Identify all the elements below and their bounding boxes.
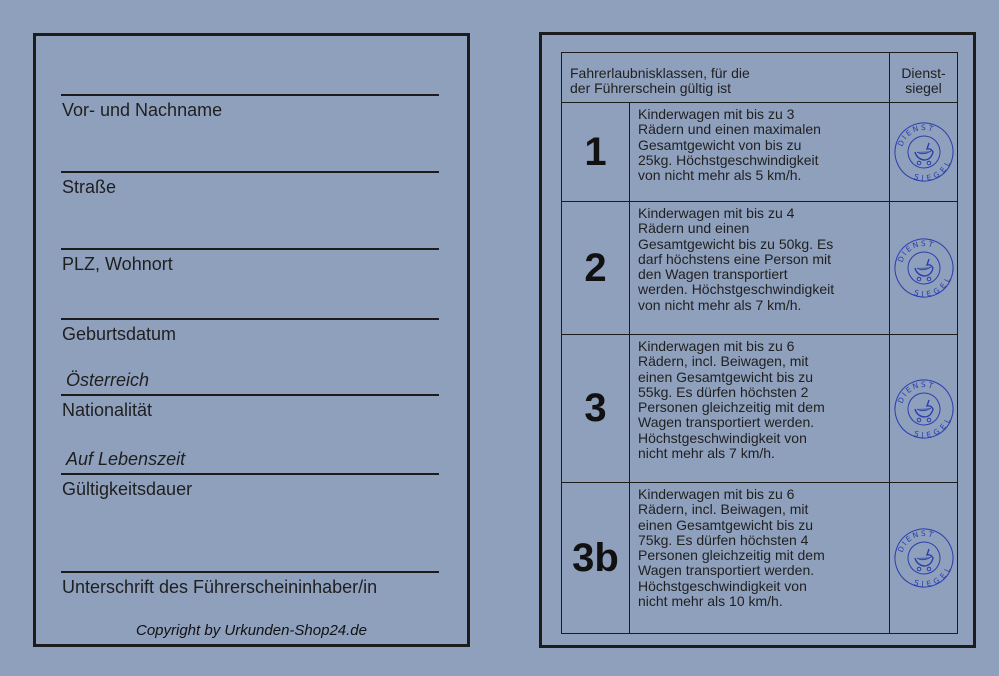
nationality-label: Nationalität xyxy=(62,400,153,420)
personal-data-card xyxy=(33,33,470,647)
seal-cell xyxy=(889,335,957,482)
table-row xyxy=(562,103,957,202)
seal-header: Dienst- siegel xyxy=(889,53,957,103)
official-seal-stamp xyxy=(893,121,955,183)
svg-text:DIENST: DIENST xyxy=(895,238,936,264)
table-row xyxy=(562,202,957,335)
table-row xyxy=(562,335,957,483)
street-label: Straße xyxy=(62,177,117,197)
signature-line xyxy=(61,571,439,573)
class-description: Kinderwagen mit bis zu 4 Rädern und einen Gesamtgewicht bis zu 50kg. Es darf höchstens eine Person mit den Wagen transportiert werden. Höchstgeschwindigkeit von nicht mehr als 7 km/h. xyxy=(638,205,835,313)
class-description: Kinderwagen mit bis zu 6 Rädern, incl. Beiwagen, mit einen Gesamtgewicht bis zu 55kg. Es dürfen höchsten 2 Personen gleichzeitig mit dem Wagen transportiert werden. Höchstgeschwindigkeit von nicht mehr als 7 km/h. xyxy=(638,338,825,462)
official-seal-stamp xyxy=(893,378,955,440)
name-line xyxy=(61,94,439,96)
official-seal-stamp xyxy=(893,527,955,589)
svg-text:SIEGEL: SIEGEL xyxy=(912,564,953,589)
city-label: PLZ, Wohnort xyxy=(62,254,173,274)
class-description: Kinderwagen mit bis zu 3 Rädern und einen maximalen Gesamtgewicht von bis zu 25kg. Höchstgeschwindigkeit von nicht mehr als 5 km/h. xyxy=(638,106,821,184)
svg-text:DIENST: DIENST xyxy=(895,379,936,405)
nationality-value: Österreich xyxy=(66,370,150,390)
class-number: 1 xyxy=(562,103,630,201)
validity-line xyxy=(61,473,439,475)
table-header xyxy=(562,53,957,103)
svg-text:SIEGEL: SIEGEL xyxy=(912,158,953,183)
svg-text:SIEGEL: SIEGEL xyxy=(912,274,953,299)
license-classes-card xyxy=(539,32,976,648)
copyright-text: Copyright by Urkunden-Shop24.de xyxy=(136,622,367,639)
class-number: 3 xyxy=(562,335,630,482)
street-line xyxy=(61,171,439,173)
birthdate-line xyxy=(61,318,439,320)
birthdate-label: Geburtsdatum xyxy=(62,324,177,344)
class-number: 3b xyxy=(562,483,630,633)
signature-label: Unterschrift des Führerscheininhaber/in xyxy=(62,577,378,597)
seal-cell xyxy=(889,483,957,633)
city-line xyxy=(61,248,439,250)
validity-label: Gültigkeitsdauer xyxy=(62,479,193,499)
seal-cell xyxy=(889,202,957,334)
nationality-line xyxy=(61,394,439,396)
official-seal-stamp xyxy=(893,237,955,299)
class-description: Kinderwagen mit bis zu 6 Rädern, incl. Beiwagen, mit einen Gesamtgewicht bis zu 75kg. Es dürfen höchsten 4 Personen gleichzeitig mit dem Wagen transportiert werden. Höchstgeschwindigkeit von nicht mehr als 10 km/h. xyxy=(638,486,825,610)
svg-text:DIENST: DIENST xyxy=(895,122,936,148)
name-label: Vor- und Nachname xyxy=(62,100,223,120)
license-classes-table xyxy=(561,52,958,634)
classes-header: Fahrerlaubnisklassen, für die der Führerschein gültig ist xyxy=(570,65,750,96)
class-number: 2 xyxy=(562,202,630,334)
validity-value: Auf Lebenszeit xyxy=(66,449,186,469)
svg-text:DIENST: DIENST xyxy=(895,528,936,554)
svg-text:SIEGEL: SIEGEL xyxy=(912,414,953,440)
seal-cell xyxy=(889,103,957,201)
table-row xyxy=(562,483,957,633)
